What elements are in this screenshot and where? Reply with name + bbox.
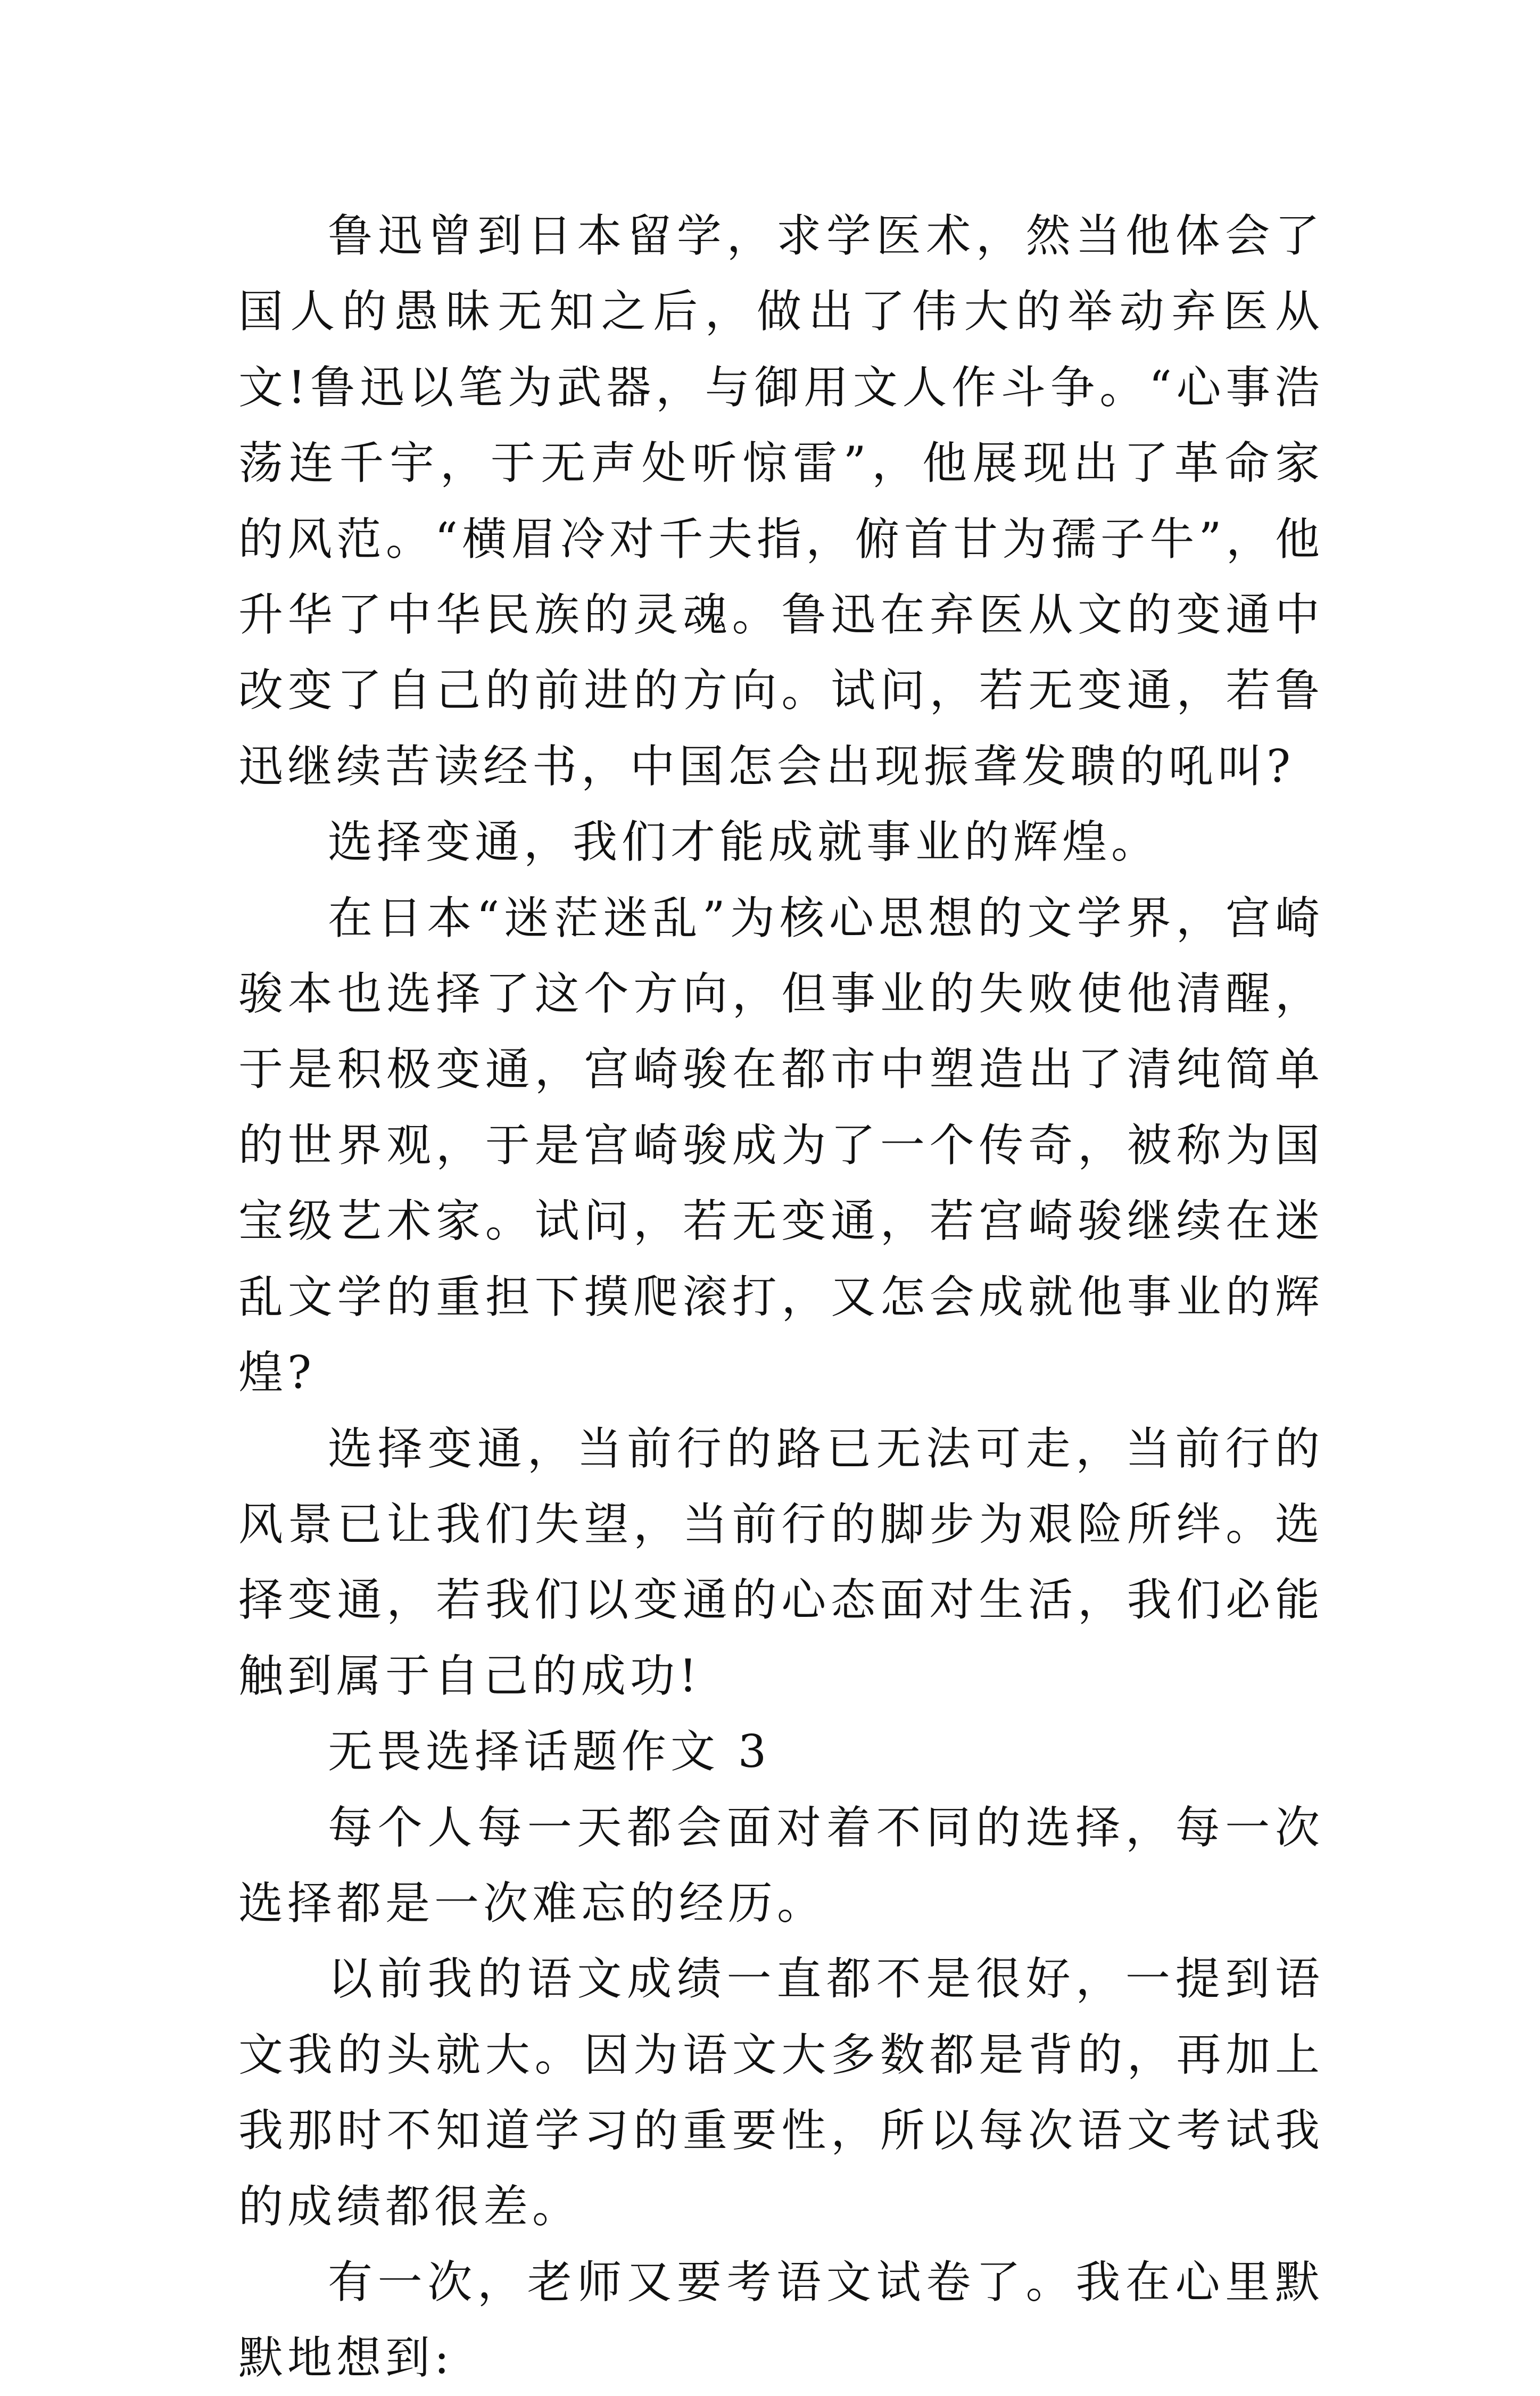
paragraph-lu-xun: 鲁迅曾到日本留学，求学医术，然当他体会了国人的愚昧无知之后，做出了伟大的举动弃医从文!鲁迅以笔为武器，与御用文人作斗争。“心事浩荡连千宇，于无声处听惊雷”，他展现出了革命家的风范。“横眉冷对千夫指，俯首甘为孺子牛”，他升华了中华民族的灵魂。鲁迅在弃医从文的变通中改变了自己的前进的方向。试问，若无变通，若鲁迅继续苦读经书，中国怎会出现振聋发聩的吼叫?: [238, 210, 1324, 792]
paragraph-choose-flexibility-success: 选择变通，当前行的路已无法可走，当前行的风景已让我们失望，当前行的脚步为艰险所绊。选择变通，若我们以变通的心态面对生活，我们必能触到属于自己的成功!: [238, 1422, 1324, 1702]
paragraph-everyday-choices: 每个人每一天都会面对着不同的选择，每一次选择都是一次难忘的经历。: [238, 1801, 1324, 1929]
essay-heading: 无畏选择话题作文 3: [328, 1725, 771, 1778]
paragraph-choose-flexibility-career: 选择变通，我们才能成就事业的辉煌。: [328, 816, 1161, 869]
paragraph-chinese-grades: 以前我的语文成绩一直都不是很好，一提到语文我的头就大。因为语文大多数都是背的，再加上我那时不知道学习的重要性，所以每次语文考试我的成绩都很差。: [238, 1953, 1324, 2233]
paragraph-miyazaki: 在日本“迷茫迷乱”为核心思想的文学界，宫崎骏本也选择了这个方向，但事业的失败使他清醒，于是积极变通，宫崎骏在都市中塑造出了清纯简单的世界观，于是宫崎骏成为了一个传奇，被称为国宝级艺术家。试问，若无变通，若宫崎骏继续在迷乱文学的重担下摸爬滚打，又怎会成就他事业的辉煌?: [238, 891, 1324, 1399]
paragraph-exam-time: 有一次，老师又要考语文试卷了。我在心里默默地想到:: [238, 2255, 1324, 2384]
essay-body: [238, 198, 1324, 2396]
